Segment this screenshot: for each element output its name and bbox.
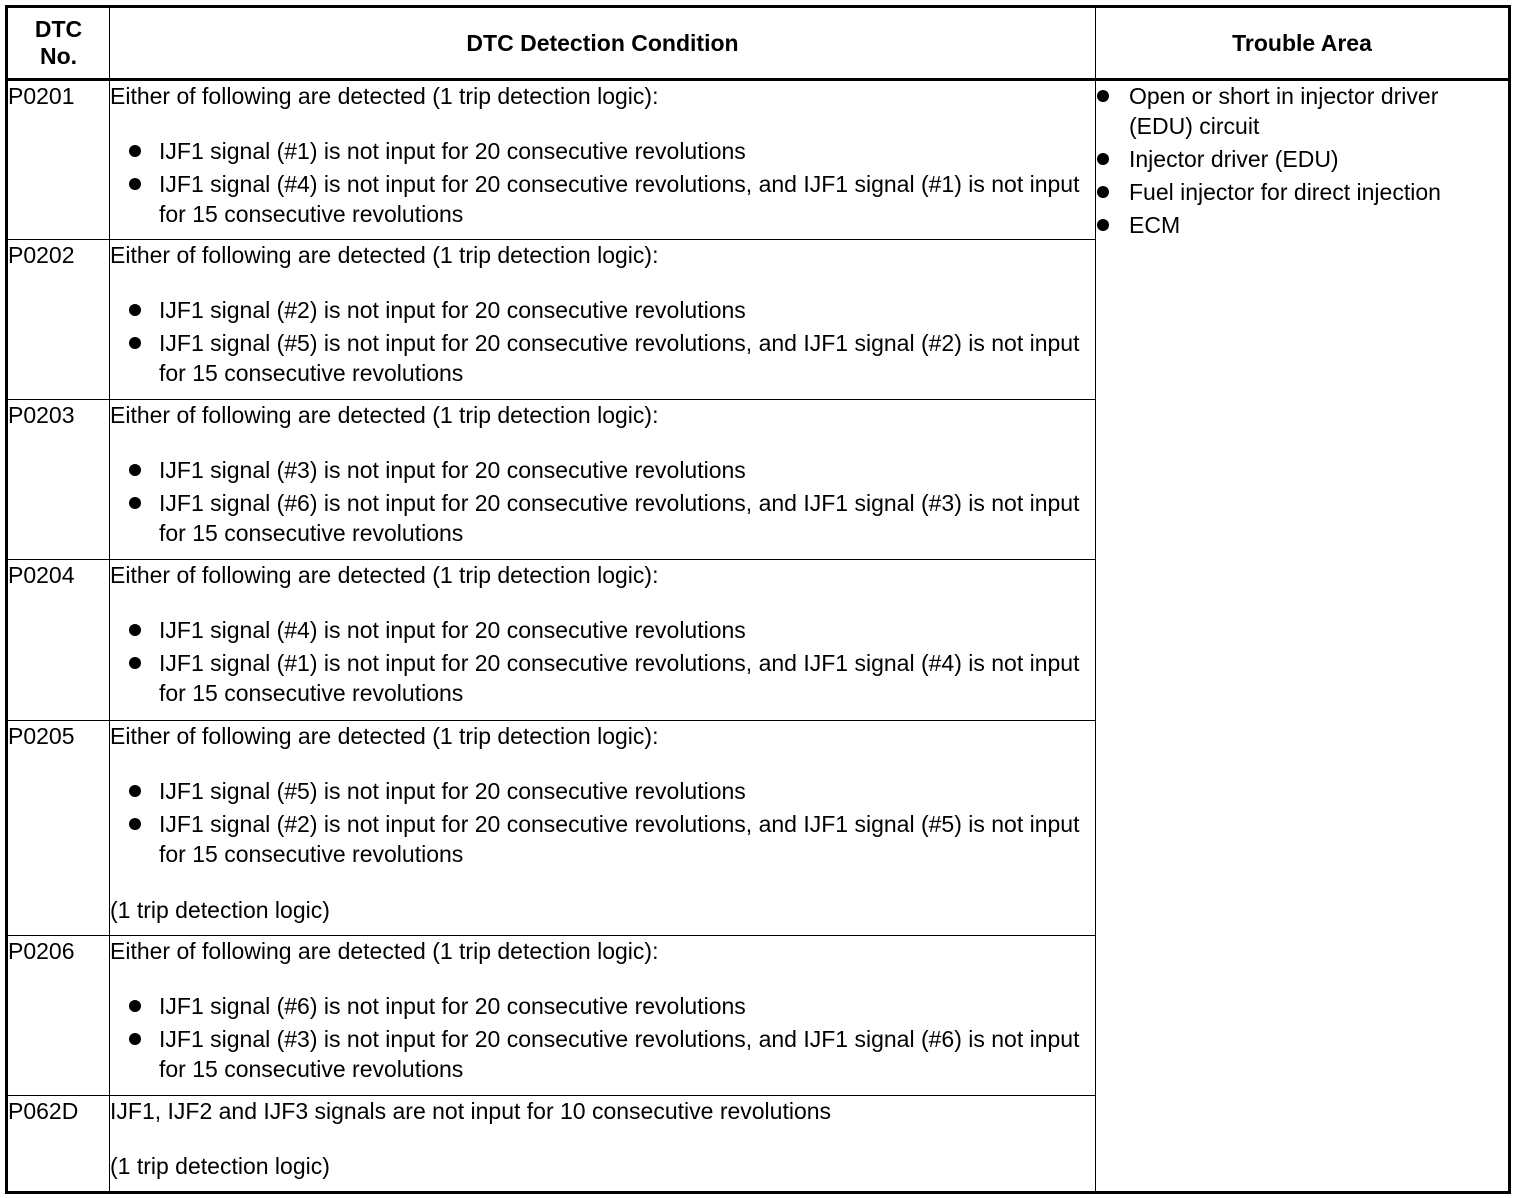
detection-condition (110, 400, 1096, 560)
detection-condition (110, 240, 1096, 400)
detection-condition (110, 560, 1096, 721)
condition-list (110, 991, 1095, 1084)
list-item: IJF1 signal (#6) is not input for 20 consecutive revolutions (110, 991, 1095, 1021)
header-trouble-area: Trouble Area (1096, 7, 1510, 80)
condition-note: (1 trip detection logic) (110, 897, 330, 923)
bullet-icon (129, 497, 141, 509)
condition-note: (1 trip detection logic) (110, 1153, 330, 1179)
condition-intro: Either of following are detected (1 trip detection logic): (110, 562, 659, 588)
detection-condition (110, 936, 1096, 1096)
detection-condition (110, 1096, 1096, 1193)
dtc-code: P062D (7, 1096, 110, 1193)
condition-list (110, 776, 1095, 869)
bullet-icon (129, 178, 141, 190)
page (5, 5, 1508, 1192)
bullet-icon (129, 304, 141, 316)
bullet-icon (129, 1000, 141, 1012)
condition-intro: Either of following are detected (1 trip detection logic): (110, 402, 659, 428)
bullet-icon (1097, 186, 1109, 198)
header-dtc-no: DTC No. (7, 7, 110, 80)
list-item: IJF1 signal (#5) is not input for 20 consecutive revolutions, and IJF1 signal (#2) is not input for 15 consecutive revolutions (110, 328, 1095, 388)
bullet-icon (1097, 90, 1109, 102)
bullet-icon (129, 818, 141, 830)
table-row (7, 80, 1510, 240)
list-item: Fuel injector for direct injection (1096, 177, 1508, 207)
bullet-icon (129, 785, 141, 797)
list-item: IJF1 signal (#3) is not input for 20 consecutive revolutions (110, 455, 1095, 485)
dtc-code: P0202 (7, 240, 110, 400)
trouble-area-list (1096, 81, 1508, 240)
bullet-icon (129, 624, 141, 636)
list-item: Injector driver (EDU) (1096, 144, 1508, 174)
condition-list (110, 455, 1095, 548)
trouble-area-cell (1096, 80, 1510, 1193)
list-item: Open or short in injector driver (EDU) circuit (1096, 81, 1508, 141)
list-item: IJF1 signal (#3) is not input for 20 consecutive revolutions, and IJF1 signal (#6) is not input for 15 consecutive revolutions (110, 1024, 1095, 1084)
dtc-code: P0205 (7, 721, 110, 936)
condition-list (110, 615, 1095, 708)
dtc-code: P0206 (7, 936, 110, 1096)
header-detection-condition: DTC Detection Condition (110, 7, 1096, 80)
detection-condition (110, 80, 1096, 240)
list-item: IJF1 signal (#6) is not input for 20 consecutive revolutions, and IJF1 signal (#3) is not input for 15 consecutive revolutions (110, 488, 1095, 548)
list-item: IJF1 signal (#1) is not input for 20 consecutive revolutions (110, 136, 1095, 166)
dtc-code: P0204 (7, 560, 110, 721)
bullet-icon (129, 657, 141, 669)
detection-condition (110, 721, 1096, 936)
list-item: IJF1 signal (#5) is not input for 20 consecutive revolutions (110, 776, 1095, 806)
condition-list (110, 295, 1095, 388)
dtc-code: P0203 (7, 400, 110, 560)
condition-intro: Either of following are detected (1 trip detection logic): (110, 938, 659, 964)
bullet-icon (1097, 219, 1109, 231)
bullet-icon (1097, 153, 1109, 165)
bullet-icon (129, 145, 141, 157)
condition-intro: IJF1, IJF2 and IJF3 signals are not input for 10 consecutive revolutions (110, 1098, 832, 1124)
condition-intro: Either of following are detected (1 trip detection logic): (110, 723, 659, 749)
list-item: IJF1 signal (#4) is not input for 20 consecutive revolutions (110, 615, 1095, 645)
list-item: IJF1 signal (#2) is not input for 20 consecutive revolutions (110, 295, 1095, 325)
bullet-icon (129, 337, 141, 349)
condition-list (110, 136, 1095, 229)
condition-intro: Either of following are detected (1 trip detection logic): (110, 242, 659, 268)
list-item: ECM (1096, 210, 1508, 240)
dtc-code: P0201 (7, 80, 110, 240)
bullet-icon (129, 464, 141, 476)
bullet-icon (129, 1033, 141, 1045)
list-item: IJF1 signal (#4) is not input for 20 consecutive revolutions, and IJF1 signal (#1) is not input for 15 consecutive revolutions (110, 169, 1095, 229)
dtc-table (5, 5, 1511, 1194)
list-item: IJF1 signal (#2) is not input for 20 consecutive revolutions, and IJF1 signal (#5) is not input for 15 consecutive revolutions (110, 809, 1095, 869)
condition-intro: Either of following are detected (1 trip detection logic): (110, 83, 659, 109)
table-header-row (7, 7, 1510, 80)
list-item: IJF1 signal (#1) is not input for 20 consecutive revolutions, and IJF1 signal (#4) is not input for 15 consecutive revolutions (110, 648, 1095, 708)
